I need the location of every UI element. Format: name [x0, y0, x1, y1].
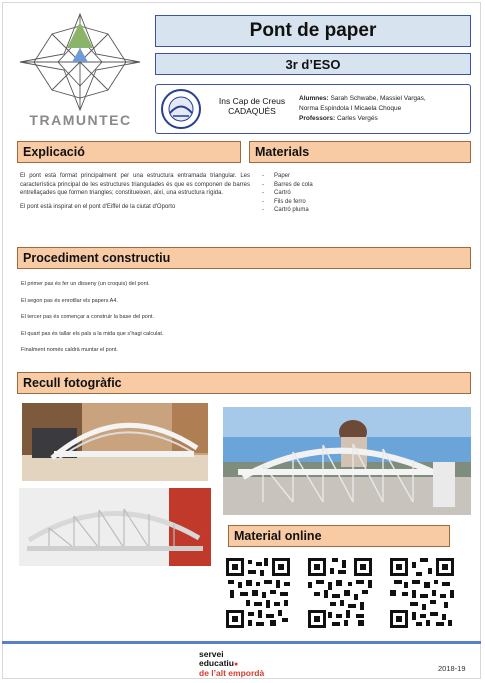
page-title	[155, 15, 471, 47]
materials-heading	[249, 141, 471, 163]
explicacio-heading	[17, 141, 241, 163]
title-text: Pont de paper	[249, 20, 377, 41]
procediment-steps	[21, 281, 461, 364]
school-info-box	[155, 84, 471, 134]
teachers-label: Professors:	[299, 115, 336, 122]
procediment-step: El quart pas és tallar els pals a la mida que s’hagi calculat.	[21, 330, 164, 337]
qr-code-1[interactable]	[226, 558, 290, 628]
procediment-heading-text: Procediment constructiu	[23, 251, 171, 265]
materials-heading-text: Materials	[255, 145, 310, 159]
explicacio-para-2: El pont està inspirat en el pont d'Eiffel de la ciutat d'Oporto	[20, 203, 176, 210]
students-line2: Norma Espindola I Micaela Choque	[299, 105, 402, 112]
recull-heading-text: Recull fotogràfic	[23, 376, 122, 390]
footer-logo-line1: servei	[199, 649, 224, 659]
explicacio-text	[20, 172, 250, 211]
bridge-photo-3	[19, 488, 211, 566]
teachers-names: Carles Vergés	[336, 115, 378, 122]
procediment-step: El segon pas és enrotllar els papers A4.	[21, 297, 118, 304]
footer-line	[2, 641, 481, 644]
level-text: 3r d’ESO	[285, 56, 341, 72]
footer-logo-line2: educatiu	[199, 658, 234, 668]
school-town-line: CADAQUÉS	[228, 106, 276, 116]
students-line1: Sarah Schwabe, Massiel Vargas,	[330, 95, 426, 102]
footer-logo	[199, 650, 264, 678]
tramuntec-logo	[18, 12, 143, 130]
school-name-line: Ins Cap de Creus	[218, 96, 286, 106]
materials-item: - Paper	[262, 173, 291, 179]
footer-logo-line3: de l’alt empordà	[199, 668, 265, 678]
school-name	[208, 96, 296, 116]
procediment-step: El primer pas és fer un disseny (un croquis) del pont.	[21, 281, 150, 287]
online-heading	[228, 525, 450, 547]
explicacio-heading-text: Explicació	[23, 145, 85, 159]
explicacio-para-1: El pont està format principalment per una estructura entramada triangular. Les característica principal de les estructures triangulades és que es componen de barres entrellaçades que formen triangles; constitueixen, així, una estructura rígida.	[20, 173, 250, 196]
footer-year: 2018-19	[438, 664, 466, 673]
compass-rose-icon	[18, 12, 143, 112]
bridge-photo-2	[223, 407, 471, 515]
online-heading-text: Material online	[234, 529, 322, 543]
recull-heading	[17, 372, 471, 394]
school-seal-icon	[160, 88, 202, 130]
qr-code-3[interactable]	[390, 558, 454, 628]
footer-dot-icon: ●	[233, 661, 239, 668]
logo-text: TRAMUNTEC	[29, 112, 132, 128]
procediment-step: Finalment només caldrà muntar el pont.	[21, 347, 118, 353]
credits	[299, 94, 469, 124]
level-box	[155, 53, 471, 75]
materials-item: - Barres de cola	[262, 181, 313, 188]
materials-item: - Cartró pluma	[262, 207, 309, 213]
bridge-photo-1	[22, 403, 208, 481]
materials-item: - Fils de ferro	[262, 198, 306, 205]
qr-code-2[interactable]	[308, 558, 372, 628]
procediment-step: El tercer pas és començar a construir la base del pont.	[21, 314, 154, 320]
procediment-heading	[17, 247, 471, 269]
materials-item: - Cartró	[262, 190, 291, 196]
students-label: Alumnes:	[299, 95, 329, 102]
materials-list	[262, 172, 452, 215]
